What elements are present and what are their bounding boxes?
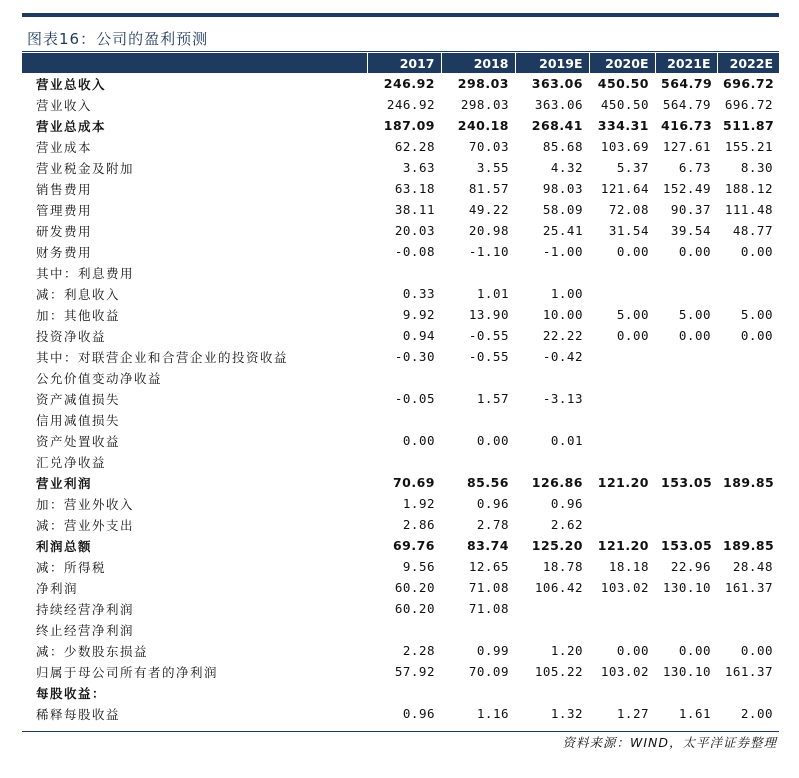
value-cell <box>515 367 589 388</box>
value-cell: 2.00 <box>740 706 773 721</box>
value-cell: 20.03 <box>394 223 435 238</box>
value-cell: 39.54 <box>670 223 711 238</box>
value-cell: -1.10 <box>468 244 509 259</box>
value-cell: 0.00 <box>616 643 649 658</box>
source-note: 资料来源：WIND，太平洋证券整理 <box>562 735 777 750</box>
value-cell <box>441 619 515 640</box>
row-label: 加：其他收益 <box>36 307 121 323</box>
value-cell: 450.50 <box>600 97 649 112</box>
value-cell: 111.48 <box>724 202 773 217</box>
value-cell: 121.64 <box>600 181 649 196</box>
value-cell: 103.02 <box>600 580 649 595</box>
value-cell: 72.08 <box>608 202 649 217</box>
table-row <box>22 283 779 304</box>
figure-title: 图表16：公司的盈利预测 <box>27 30 209 48</box>
value-cell: 98.03 <box>542 181 583 196</box>
table-row <box>22 262 779 283</box>
value-cell: -0.30 <box>394 349 435 364</box>
value-cell: 564.79 <box>662 97 711 112</box>
value-cell <box>441 409 515 430</box>
value-cell <box>717 493 779 514</box>
table-row <box>22 682 779 703</box>
value-cell <box>655 493 717 514</box>
value-cell: 511.87 <box>723 118 775 133</box>
value-cell: 1.57 <box>476 391 509 406</box>
row-label: 信用减值损失 <box>36 412 121 428</box>
value-cell: 127.61 <box>662 139 711 154</box>
value-cell: -0.42 <box>542 349 583 364</box>
table-row <box>22 514 779 535</box>
value-cell: 0.00 <box>740 328 773 343</box>
value-cell: 0.00 <box>476 433 509 448</box>
header-year: 2018 <box>441 53 515 73</box>
value-cell: 696.72 <box>723 76 775 91</box>
value-cell: 125.20 <box>531 538 583 553</box>
value-cell <box>717 262 779 283</box>
value-cell: 2.28 <box>402 643 435 658</box>
value-cell: 0.00 <box>616 244 649 259</box>
row-label: 营业总收入 <box>36 76 107 92</box>
value-cell: 1.00 <box>550 286 583 301</box>
table-row <box>22 346 779 367</box>
value-cell: 161.37 <box>724 580 773 595</box>
table-row <box>22 703 779 724</box>
value-cell: 85.68 <box>542 139 583 154</box>
value-cell: 298.03 <box>460 97 509 112</box>
value-cell: 363.06 <box>531 76 583 91</box>
table-row <box>22 661 779 682</box>
header-year: 2019E <box>515 53 589 73</box>
value-cell <box>589 409 655 430</box>
value-cell: -0.08 <box>394 244 435 259</box>
value-cell: 1.20 <box>550 643 583 658</box>
header-year: 2022E <box>717 53 779 73</box>
value-cell <box>717 514 779 535</box>
value-cell <box>655 283 717 304</box>
value-cell: 25.41 <box>542 223 583 238</box>
value-cell <box>367 367 441 388</box>
row-label: 持续经营净利润 <box>36 601 135 617</box>
value-cell: 246.92 <box>383 76 435 91</box>
value-cell: 187.09 <box>383 118 435 133</box>
top-rule <box>22 13 779 17</box>
value-cell: 71.08 <box>468 601 509 616</box>
value-cell: 10.00 <box>542 307 583 322</box>
row-label: 减：利息收入 <box>36 286 121 302</box>
value-cell <box>589 367 655 388</box>
value-cell <box>515 409 589 430</box>
value-cell: 22.22 <box>542 328 583 343</box>
value-cell <box>441 451 515 472</box>
row-label: 营业税金及附加 <box>36 160 135 176</box>
table-row <box>22 640 779 661</box>
value-cell: 31.54 <box>608 223 649 238</box>
table-row <box>22 451 779 472</box>
value-cell: 189.85 <box>723 475 775 490</box>
value-cell: 130.10 <box>662 664 711 679</box>
value-cell: 161.37 <box>724 664 773 679</box>
value-cell <box>655 514 717 535</box>
value-cell <box>717 409 779 430</box>
value-cell <box>589 493 655 514</box>
table-row <box>22 409 779 430</box>
value-cell: 18.18 <box>608 559 649 574</box>
value-cell <box>367 619 441 640</box>
value-cell <box>589 514 655 535</box>
value-cell: 1.27 <box>616 706 649 721</box>
value-cell: 4.32 <box>550 160 583 175</box>
value-cell: 1.01 <box>476 286 509 301</box>
value-cell: 9.56 <box>402 559 435 574</box>
value-cell <box>589 346 655 367</box>
row-label: 资产处置收益 <box>36 433 121 449</box>
value-cell: 0.01 <box>550 433 583 448</box>
row-label: 减：所得税 <box>36 559 107 575</box>
value-cell <box>655 598 717 619</box>
value-cell <box>515 451 589 472</box>
value-cell <box>589 451 655 472</box>
row-label: 营业利润 <box>36 475 93 491</box>
table-row <box>22 619 779 640</box>
value-cell <box>589 262 655 283</box>
value-cell: 2.86 <box>402 517 435 532</box>
value-cell: 268.41 <box>531 118 583 133</box>
row-label: 利润总额 <box>36 538 93 554</box>
value-cell: 105.22 <box>534 664 583 679</box>
value-cell: 130.10 <box>662 580 711 595</box>
value-cell: 90.37 <box>670 202 711 217</box>
row-label: 其中：对联营企业和合营企业的投资收益 <box>36 349 289 365</box>
value-cell: -0.55 <box>468 328 509 343</box>
value-cell: 153.05 <box>661 538 713 553</box>
row-label: 净利润 <box>36 580 79 596</box>
value-cell <box>717 598 779 619</box>
value-cell: -0.55 <box>468 349 509 364</box>
table-row <box>22 94 779 115</box>
value-cell <box>717 451 779 472</box>
table-row <box>22 388 779 409</box>
value-cell: 57.92 <box>394 664 435 679</box>
value-cell <box>367 682 441 703</box>
value-cell <box>589 598 655 619</box>
value-cell <box>717 682 779 703</box>
value-cell: -0.05 <box>394 391 435 406</box>
table-row <box>22 220 779 241</box>
value-cell <box>655 262 717 283</box>
table-row <box>22 535 779 556</box>
value-cell: 81.57 <box>468 181 509 196</box>
value-cell <box>589 283 655 304</box>
table-row <box>22 556 779 577</box>
value-cell <box>655 388 717 409</box>
row-label: 其中：利息费用 <box>36 265 135 281</box>
value-cell: 5.00 <box>616 307 649 322</box>
value-cell: 38.11 <box>394 202 435 217</box>
value-cell: 69.76 <box>392 538 435 553</box>
value-cell: 60.20 <box>394 580 435 595</box>
row-label: 减：营业外支出 <box>36 517 135 533</box>
table-row <box>22 73 779 94</box>
value-cell: 153.05 <box>661 475 713 490</box>
value-cell <box>515 619 589 640</box>
value-cell: 103.69 <box>600 139 649 154</box>
value-cell: 155.21 <box>724 139 773 154</box>
bottom-rule <box>22 731 779 732</box>
value-cell: 0.00 <box>740 643 773 658</box>
value-cell <box>717 430 779 451</box>
value-cell: -1.00 <box>542 244 583 259</box>
title-rule <box>22 51 779 52</box>
value-cell: 0.00 <box>678 643 711 658</box>
value-cell: 70.69 <box>392 475 435 490</box>
value-cell: 60.20 <box>394 601 435 616</box>
value-cell: 3.55 <box>476 160 509 175</box>
value-cell: 1.61 <box>678 706 711 721</box>
value-cell: 121.20 <box>597 538 649 553</box>
row-label: 管理费用 <box>36 202 93 218</box>
value-cell: 0.96 <box>476 496 509 511</box>
table-row <box>22 115 779 136</box>
value-cell: 3.63 <box>402 160 435 175</box>
value-cell <box>717 283 779 304</box>
row-label: 终止经营净利润 <box>36 622 135 638</box>
value-cell <box>655 682 717 703</box>
table-row <box>22 325 779 346</box>
value-cell <box>441 682 515 703</box>
value-cell: 246.92 <box>386 97 435 112</box>
value-cell: 0.96 <box>550 496 583 511</box>
value-cell: 49.22 <box>468 202 509 217</box>
row-label: 投资净收益 <box>36 328 107 344</box>
value-cell: 63.18 <box>394 181 435 196</box>
value-cell: 5.00 <box>740 307 773 322</box>
value-cell: 240.18 <box>457 118 509 133</box>
value-cell: -3.13 <box>542 391 583 406</box>
value-cell: 363.06 <box>534 97 583 112</box>
table-row <box>22 241 779 262</box>
value-cell: 85.56 <box>466 475 509 490</box>
value-cell <box>515 598 589 619</box>
value-cell <box>655 619 717 640</box>
value-cell: 0.00 <box>402 433 435 448</box>
row-label: 加：营业外收入 <box>36 496 135 512</box>
value-cell: 22.96 <box>670 559 711 574</box>
value-cell: 696.72 <box>724 97 773 112</box>
header-label-cell <box>22 53 367 73</box>
value-cell: 5.37 <box>616 160 649 175</box>
value-cell: 298.03 <box>457 76 509 91</box>
value-cell: 0.00 <box>678 328 711 343</box>
value-cell: 48.77 <box>732 223 773 238</box>
value-cell: 152.49 <box>662 181 711 196</box>
row-label: 归属于母公司所有者的净利润 <box>36 664 219 680</box>
earnings-forecast-table <box>22 53 779 724</box>
table-row <box>22 304 779 325</box>
value-cell <box>589 388 655 409</box>
value-cell <box>589 430 655 451</box>
value-cell <box>367 262 441 283</box>
value-cell: 334.31 <box>597 118 649 133</box>
value-cell: 20.98 <box>468 223 509 238</box>
value-cell <box>655 367 717 388</box>
value-cell: 0.00 <box>678 244 711 259</box>
row-label: 营业收入 <box>36 97 93 113</box>
row-label: 销售费用 <box>36 181 93 197</box>
header-year: 2021E <box>655 53 717 73</box>
value-cell: 12.65 <box>468 559 509 574</box>
row-label: 公允价值变动净收益 <box>36 370 163 386</box>
value-cell: 564.79 <box>661 76 713 91</box>
value-cell: 18.78 <box>542 559 583 574</box>
value-cell: 58.09 <box>542 202 583 217</box>
value-cell: 13.90 <box>468 307 509 322</box>
table-row <box>22 199 779 220</box>
value-cell: 106.42 <box>534 580 583 595</box>
row-label: 营业总成本 <box>36 118 107 134</box>
value-cell: 70.09 <box>468 664 509 679</box>
value-cell: 188.12 <box>724 181 773 196</box>
value-cell <box>515 682 589 703</box>
value-cell: 8.30 <box>740 160 773 175</box>
value-cell <box>717 619 779 640</box>
value-cell: 189.85 <box>723 538 775 553</box>
value-cell: 416.73 <box>661 118 713 133</box>
value-cell <box>717 388 779 409</box>
row-label: 稀释每股收益 <box>36 706 121 722</box>
value-cell <box>367 409 441 430</box>
table-row <box>22 598 779 619</box>
value-cell <box>655 409 717 430</box>
value-cell: 1.32 <box>550 706 583 721</box>
row-label: 财务费用 <box>36 244 93 260</box>
value-cell: 0.99 <box>476 643 509 658</box>
row-label: 资产减值损失 <box>36 391 121 407</box>
row-label: 汇兑净收益 <box>36 454 107 470</box>
table-body <box>22 73 779 724</box>
value-cell <box>441 262 515 283</box>
value-cell: 62.28 <box>394 139 435 154</box>
row-label: 研发费用 <box>36 223 93 239</box>
table-row <box>22 367 779 388</box>
value-cell: 0.00 <box>616 328 649 343</box>
value-cell: 9.92 <box>402 307 435 322</box>
value-cell: 71.08 <box>468 580 509 595</box>
value-cell: 103.02 <box>600 664 649 679</box>
value-cell <box>441 367 515 388</box>
value-cell: 126.86 <box>531 475 583 490</box>
value-cell <box>655 346 717 367</box>
value-cell: 450.50 <box>597 76 649 91</box>
value-cell <box>589 682 655 703</box>
table-row <box>22 577 779 598</box>
table-row <box>22 178 779 199</box>
value-cell: 0.00 <box>740 244 773 259</box>
row-label: 营业成本 <box>36 139 93 155</box>
table-row <box>22 493 779 514</box>
row-label: 减：少数股东损益 <box>36 643 149 659</box>
value-cell <box>717 346 779 367</box>
value-cell <box>515 262 589 283</box>
row-label: 每股收益： <box>36 685 107 701</box>
value-cell: 0.96 <box>402 706 435 721</box>
value-cell: 2.62 <box>550 517 583 532</box>
value-cell: 5.00 <box>678 307 711 322</box>
value-cell: 83.74 <box>466 538 509 553</box>
value-cell: 121.20 <box>597 475 649 490</box>
value-cell: 28.48 <box>732 559 773 574</box>
value-cell: 2.78 <box>476 517 509 532</box>
value-cell <box>367 451 441 472</box>
table-row <box>22 136 779 157</box>
table-row <box>22 472 779 493</box>
table-row <box>22 157 779 178</box>
value-cell: 70.03 <box>468 139 509 154</box>
table-row <box>22 430 779 451</box>
value-cell <box>655 430 717 451</box>
header-year: 2020E <box>589 53 655 73</box>
header-year: 2017 <box>367 53 441 73</box>
value-cell <box>717 367 779 388</box>
value-cell <box>655 451 717 472</box>
header-row <box>22 53 779 73</box>
value-cell: 1.16 <box>476 706 509 721</box>
value-cell: 1.92 <box>402 496 435 511</box>
value-cell: 0.33 <box>402 286 435 301</box>
value-cell <box>589 619 655 640</box>
value-cell: 0.94 <box>402 328 435 343</box>
value-cell: 6.73 <box>678 160 711 175</box>
